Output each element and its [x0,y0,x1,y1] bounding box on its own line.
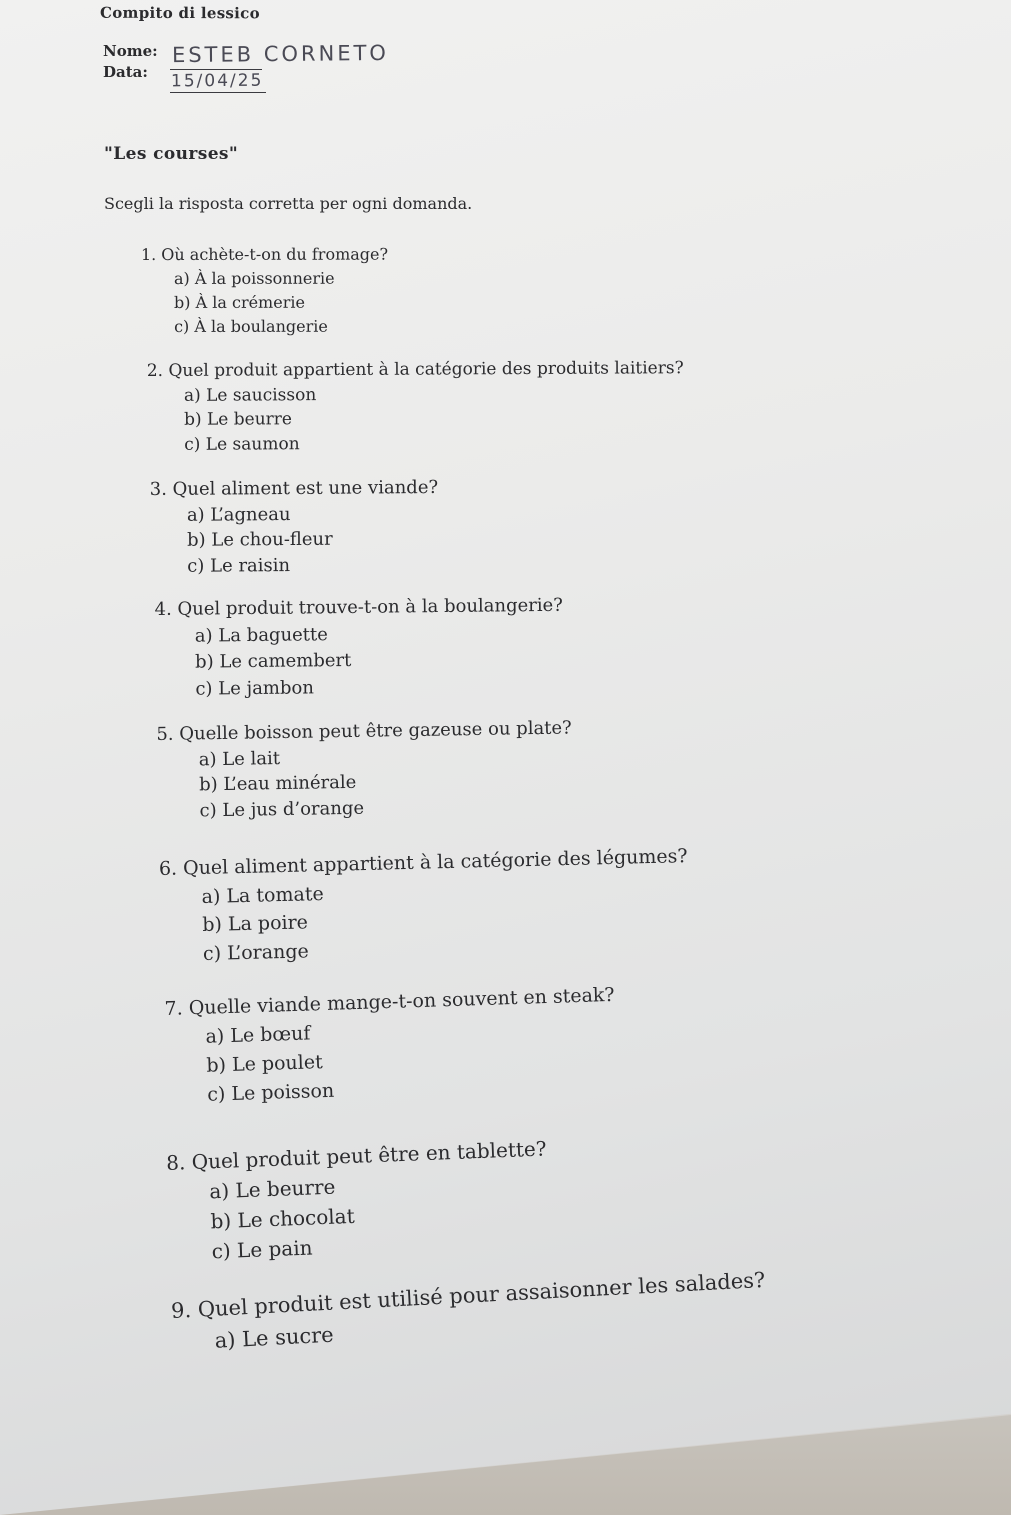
question-text: 9. Quel produit est utilisé pour assaisonner les salades? [170,1267,766,1324]
answer-option[interactable]: b) Le chou-fleur [187,528,333,551]
question-7 [164,981,618,1111]
answer-option[interactable]: a) La baguette [194,623,328,647]
answer-option[interactable]: c) Le pain [211,1235,313,1264]
question-text: 6. Quel aliment appartient à la catégorie des légumes? [158,845,688,881]
answer-option[interactable]: c) Le jambon [195,676,315,700]
question-text: 8. Quel produit peut être en tablette? [165,1136,547,1176]
question-text: 7. Quelle viande mange-t-on souvent en steak? [164,983,615,1021]
question-2 [147,356,684,457]
answer-option[interactable]: a) L’agneau [186,503,291,526]
date-label: Data: [103,63,148,81]
answer-option[interactable]: c) Le raisin [187,554,291,577]
answer-option[interactable]: b) Le poulet [206,1051,324,1077]
answer-option[interactable]: b) L’eau minérale [199,771,357,796]
answer-option[interactable]: a) Le sucre [214,1322,335,1353]
answer-option[interactable]: a) Le bœuf [205,1022,311,1048]
instruction-text: Scegli la risposta corretta per ogni domanda. [104,194,473,213]
question-text: 2. Quel produit appartient à la catégorie des produits laitiers? [146,358,684,382]
question-6 [159,842,690,969]
answer-option[interactable]: b) Le chocolat [210,1203,356,1234]
question-text: 4. Quel produit trouve-t-on à la boulangerie? [154,594,564,621]
question-8 [166,1133,551,1268]
answer-option[interactable]: a) Le beurre [208,1174,336,1204]
handwritten-name: ESTEB CORNETO [171,40,390,68]
answer-option[interactable]: a) Le lait [198,747,281,770]
answer-option[interactable]: a) À la poissonnerie [173,268,335,288]
answer-option[interactable]: c) Le saumon [184,433,300,455]
answer-option[interactable]: c) L’orange [202,939,309,965]
answer-option[interactable]: b) Le beurre [184,409,293,430]
answer-option[interactable]: b) À la crémerie [174,292,305,312]
question-4 [154,593,563,703]
date-underline [170,92,266,93]
answer-option[interactable]: b) Le camembert [195,649,352,673]
name-row [103,42,158,60]
question-1 [141,243,388,339]
answer-option[interactable]: a) Le saucisson [183,384,317,406]
question-text: 3. Quel aliment est une viande? [149,476,439,501]
question-text: 1. Où achète-t-on du fromage? [140,244,389,265]
date-row [103,63,148,81]
answer-option[interactable]: b) La poire [202,911,309,936]
name-label: Nome: [103,42,158,60]
answer-option[interactable]: c) Le poisson [206,1079,335,1106]
document-header-title: Compito di lessico [99,3,260,23]
handwritten-date: 15/04/25 [170,70,264,92]
answer-option[interactable]: c) Le jus d’orange [199,797,365,821]
answer-option[interactable]: a) La tomate [201,882,324,908]
worksheet-title: "Les courses" [104,144,239,164]
question-3 [150,475,439,579]
answer-option[interactable]: c) À la boulangerie [174,316,328,336]
name-underline [170,69,262,70]
question-text: 5. Quelle boisson peut être gazeuse ou plate? [156,717,572,746]
question-5 [156,715,573,824]
